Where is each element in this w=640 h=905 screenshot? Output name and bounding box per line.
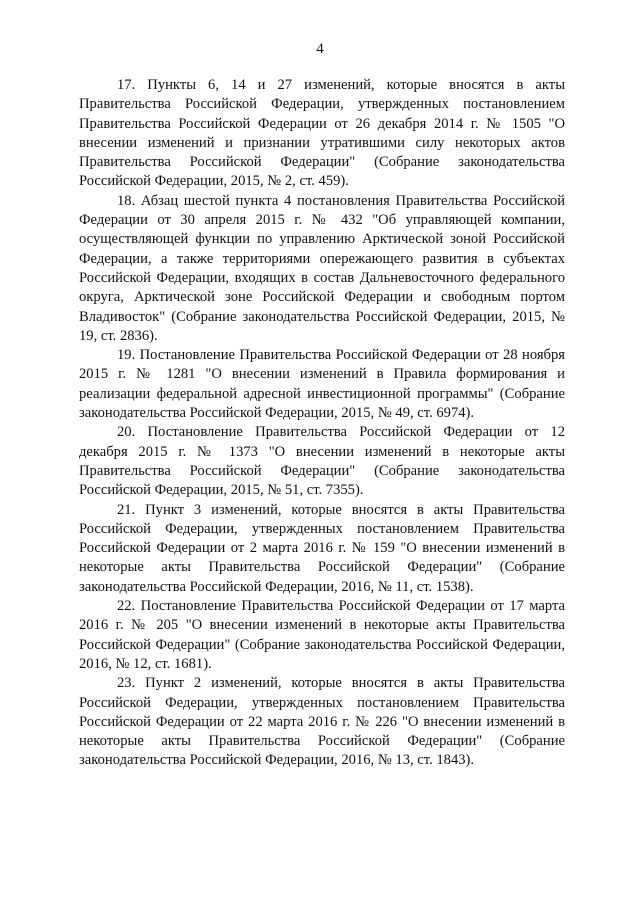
paragraph-18: 18. Абзац шестой пункта 4 постановления Правительства Российской Федерации от 30 апреля 2015 г. № 432 "Об управляющей компании, осуществляющей функции по управлению Арктической зоной Российской Федерации, а также территориями опережающего развития в субъектах Российской Федерации, входящих в состав Дальневосточного федерального округа, Арктической зоне Российской Федерации и свободным портом Владивосток" (Собрание законодательства Российской Федерации, 2015, № 19, ст. 2836). — [79, 192, 565, 344]
paragraph-21: 21. Пункт 3 изменений, которые вносятся в акты Правительства Российской Федерации, утвержденных постановлением Правительства Российской Федерации от 2 марта 2016 г. № 159 "О внесении изменений в некоторые акты Правительства Российской Федерации" (Собрание законодательства Российской Федерации, 2016, № 11, ст. 1538). — [79, 501, 565, 595]
paragraph-17: 17. Пункты 6, 14 и 27 изменений, которые вносятся в акты Правительства Российской Федерации, утвержденных постановлением Правительства Российской Федерации от 26 декабря 2014 г. № 1505 "О внесении изменений и признании утратившими силу некоторых актов Правительства Российской Федерации" (Собрание законодательства Российской Федерации, 2015, № 2, ст. 459). — [79, 77, 565, 190]
paragraph-22: 22. Постановление Правительства Российской Федерации от 17 марта 2016 г. № 205 "О внесении изменений в некоторые акты Правительства Российской Федерации" (Собрание законодательства Российской Федерации, 2016, № 12, ст. 1681). — [79, 598, 565, 672]
page-number: 4 — [316, 41, 324, 57]
paragraph-19: 19. Постановление Правительства Российской Федерации от 28 ноября 2015 г. № 1281 "О внесении изменений в Правила формирования и реализации федеральной адресной инвестиционной программы" (Собрание законодательства Российской Федерации, 2015, № 49, ст. 6974). — [79, 347, 565, 422]
document-body — [79, 76, 565, 771]
paragraph-20: 20. Постановление Правительства Российской Федерации от 12 декабря 2015 г. № 1373 "О внесении изменений в некоторые акты Правительства Российской Федерации" (Собрание законодательства Российской Федерации, 2015, № 51, ст. 7355). — [79, 424, 565, 499]
paragraph-23: 23. Пункт 2 изменений, которые вносятся в акты Правительства Российской Федерации, утвержденных постановлением Правительства Российской Федерации от 22 марта 2016 г. № 226 "О внесении изменений в некоторые акты Правительства Российской Федерации" (Собрание законодательства Российской Федерации, 2016, № 13, ст. 1843). — [79, 675, 565, 769]
